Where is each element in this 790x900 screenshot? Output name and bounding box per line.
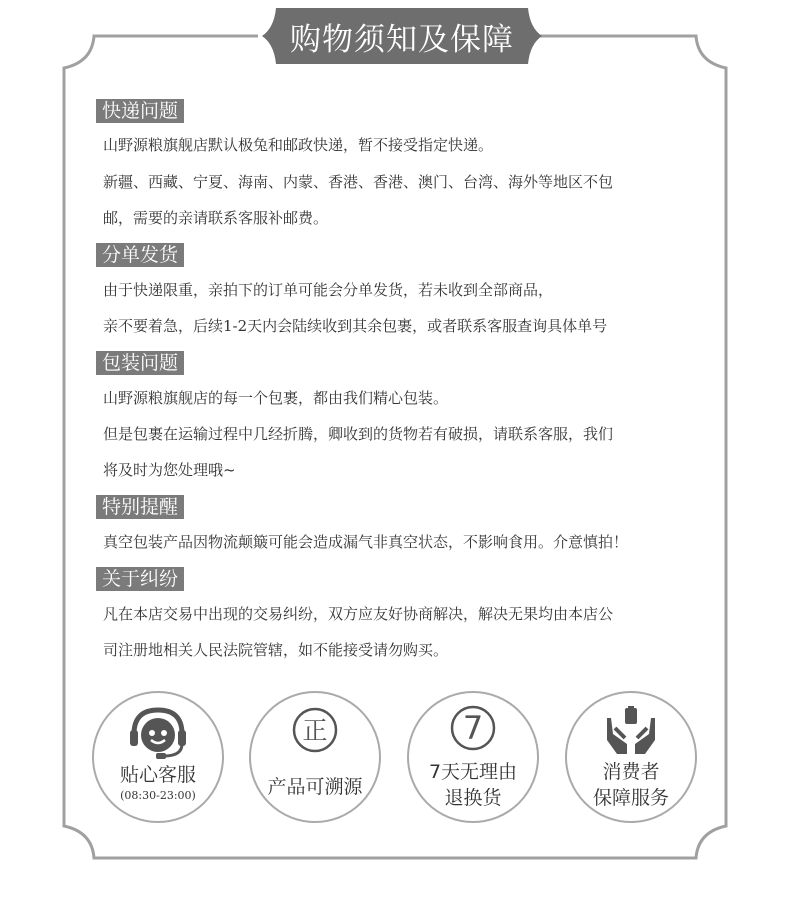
badge-hours: (08:30-23:00) — [120, 789, 196, 802]
title-banner — [262, 8, 542, 64]
hands-protect-icon — [603, 706, 659, 756]
section-text: 山野源粮旗舰店的每一个包裹，都由我们精心包装。 — [103, 389, 449, 407]
badge-label: 消费者 — [602, 761, 660, 783]
section-tag-packaging: 包装问题 — [96, 351, 184, 375]
section-text: 凡在本店交易中出现的交易纠纷，双方应友好协商解决，解决无果均由本店公 — [103, 605, 614, 623]
seven-glyph: 7 — [462, 709, 484, 747]
section-text: 将及时为您处理哦~ — [103, 461, 236, 479]
section-text: 亲不要着急，后续1-2天内会陆续收到其余包裹，或者联系客服查询具体单号 — [103, 317, 608, 335]
section-text: 山野源粮旗舰店默认极兔和邮政快递，暂不接受指定快递。 — [103, 136, 494, 154]
zheng-icon — [291, 706, 339, 754]
customer-service-icon — [128, 706, 188, 760]
badge-label: 7天无理由 — [428, 761, 518, 783]
badge-label-line2: 保障服务 — [592, 787, 669, 809]
seven-icon — [449, 704, 497, 752]
badge-label-line2: 退换货 — [444, 787, 502, 809]
page-title: 购物须知及保障 — [290, 21, 514, 58]
badge-traceable — [248, 690, 382, 824]
section-tag-express: 快递问题 — [96, 99, 184, 123]
badge-label: 贴心客服 — [119, 764, 196, 786]
section-tag-split-shipping: 分单发货 — [96, 243, 184, 267]
section-text: 由于快递限重，亲拍下的订单可能会分单发货，若未收到全部商品， — [103, 281, 554, 299]
section-text: 新疆、西藏、宁夏、海南、内蒙、香港、香港、澳门、台湾、海外等地区不包 — [103, 173, 614, 191]
zheng-glyph: 正 — [302, 716, 328, 745]
section-text: 但是包裹在运输过程中几经折腾，卿收到的货物若有破损，请联系客服，我们 — [103, 425, 614, 443]
section-text: 司注册地相关人民法院管辖，如不能接受请勿购买。 — [103, 641, 449, 659]
badge-label: 产品可溯源 — [267, 776, 363, 798]
badge-seven-day-return — [406, 690, 540, 824]
badge-consumer-protection — [564, 690, 698, 824]
section-text: 真空包装产品因物流颠簸可能会造成漏气非真空状态，不影响食用。介意慎拍！ — [103, 533, 629, 551]
section-text: 邮，需要的亲请联系客服补邮费。 — [103, 209, 329, 227]
section-tag-special-reminder: 特别提醒 — [96, 495, 184, 519]
badge-customer-service — [91, 690, 225, 824]
section-tag-disputes: 关于纠纷 — [96, 567, 184, 591]
